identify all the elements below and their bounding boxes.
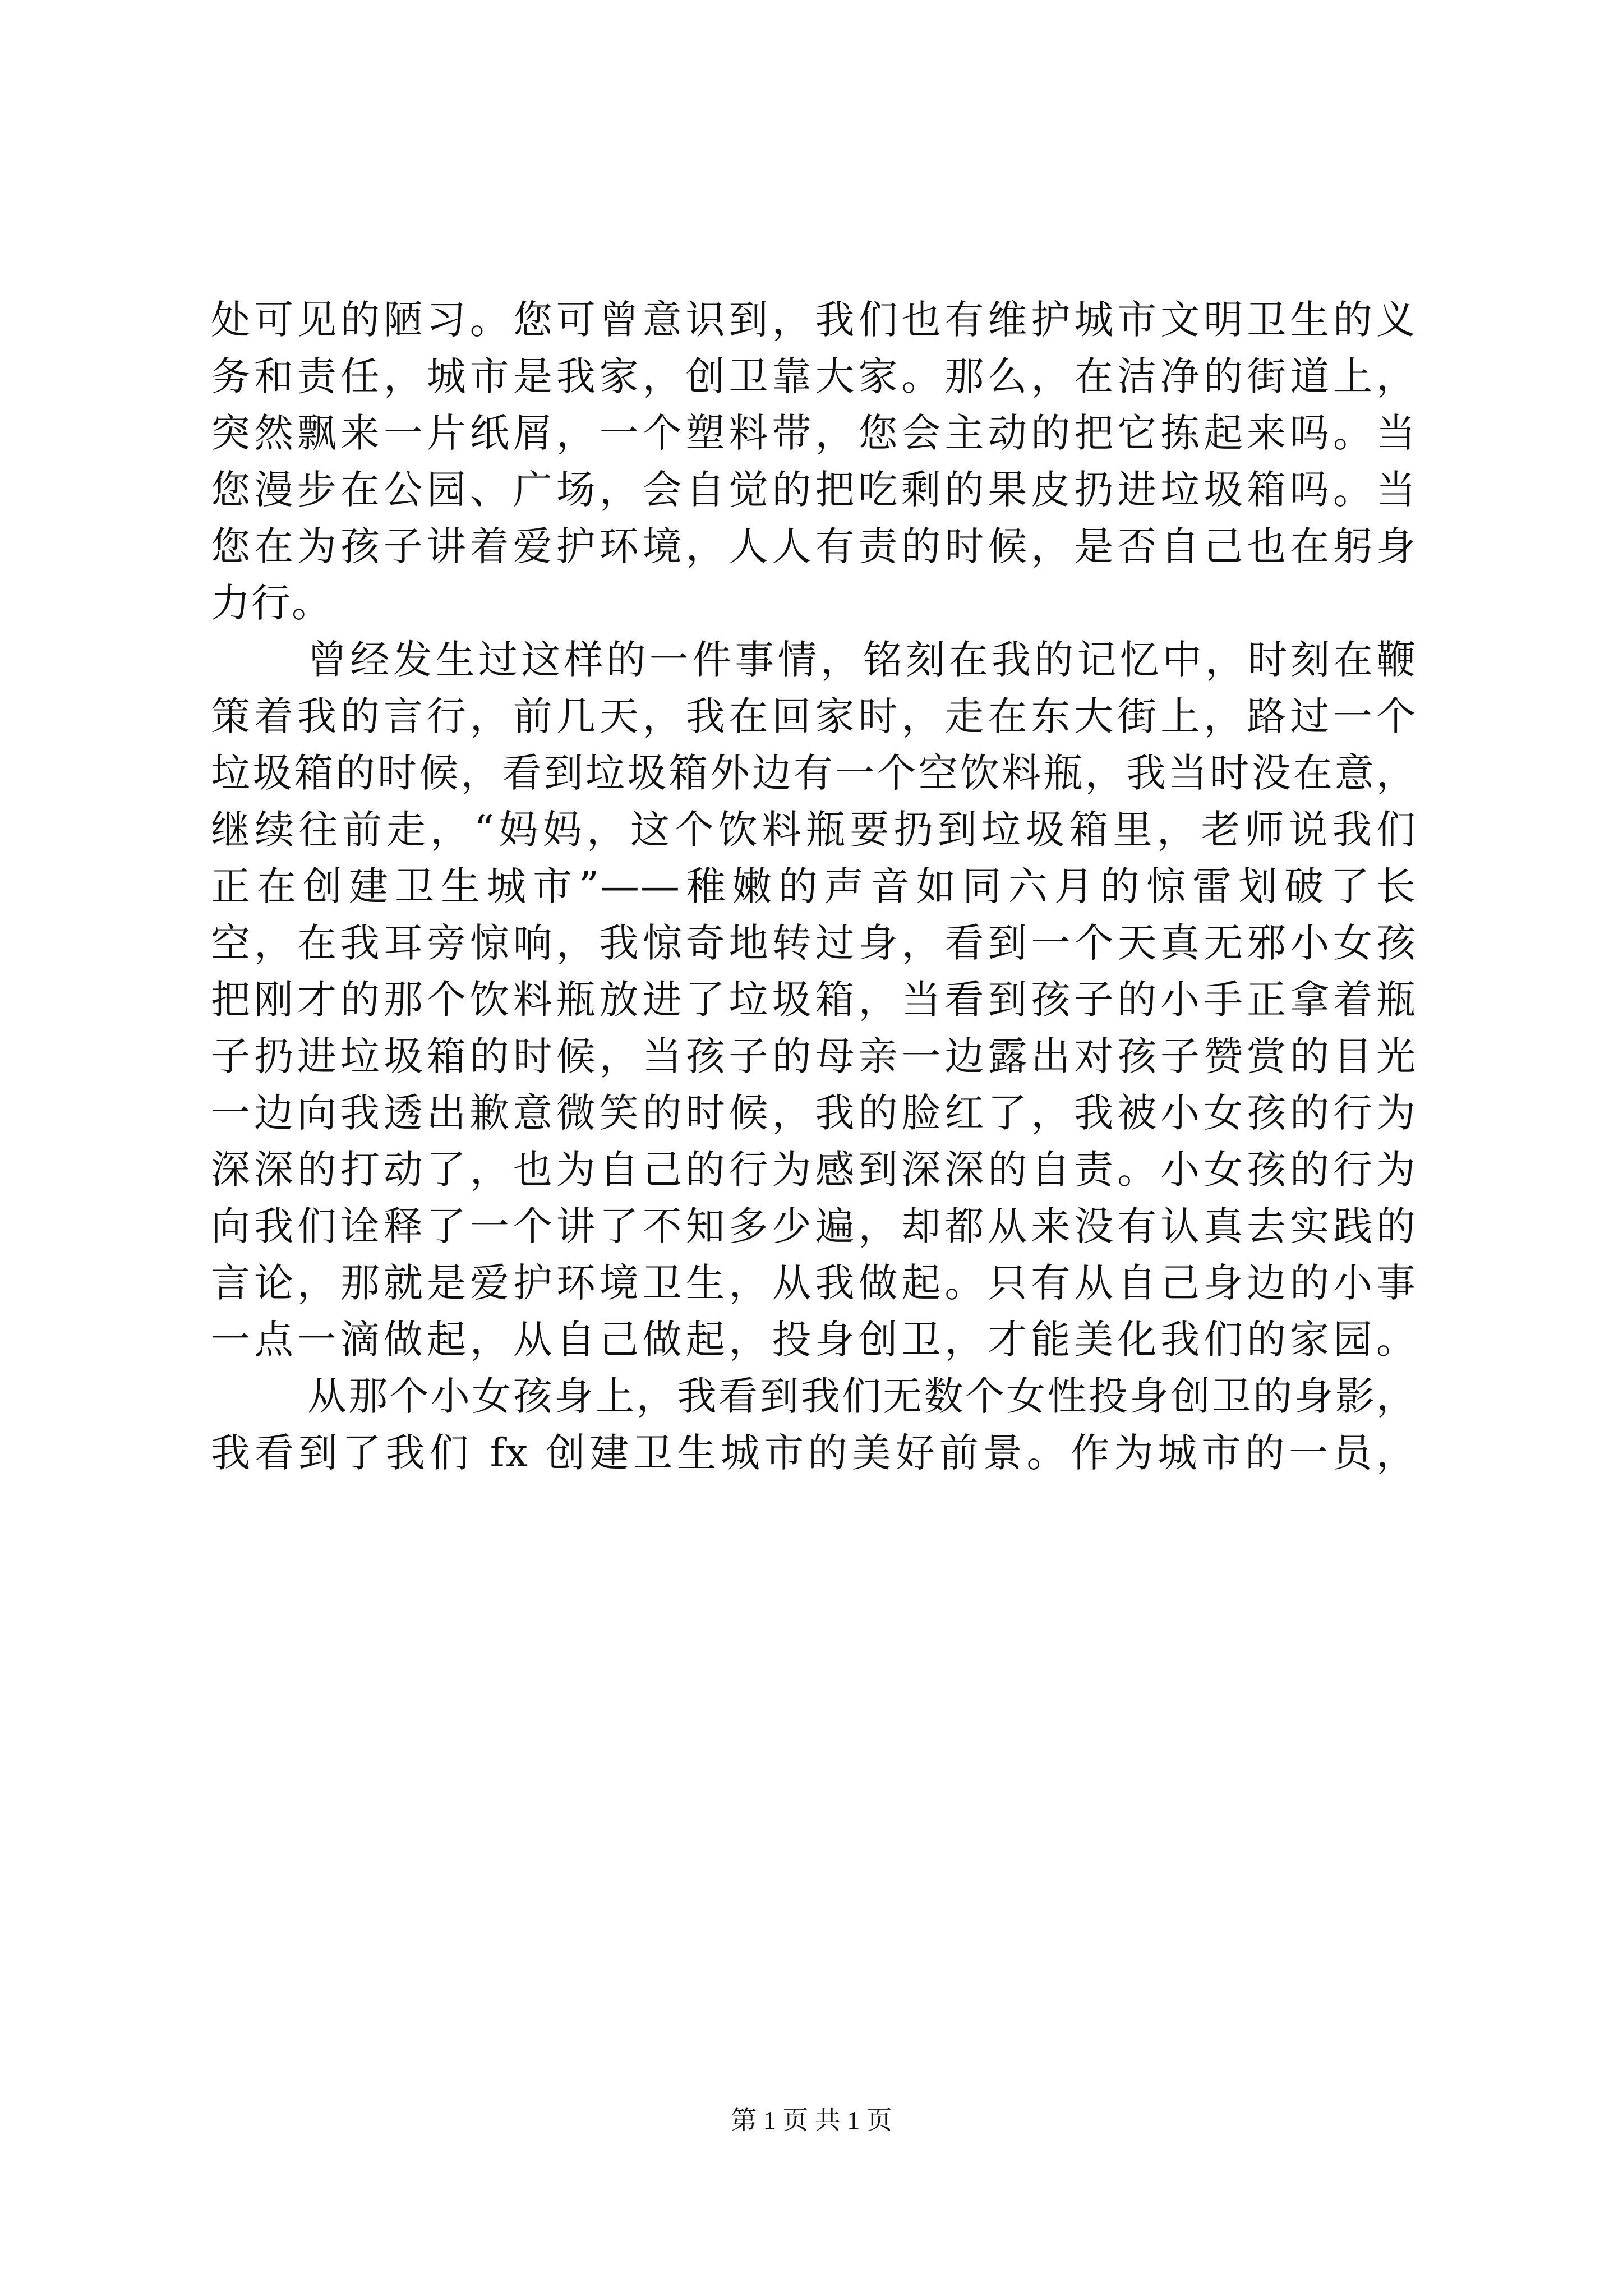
text-line: 您在为孩子讲着爱护环境，人人有责的时候，是否自己也在躬身 <box>211 523 1417 569</box>
text-line: 把刚才的那个饮料瓶放进了垃圾箱，当看到孩子的小手正拿着瓶 <box>211 977 1417 1023</box>
text-line: 曾经发生过这样的一件事情，铭刻在我的记忆中，时刻在鞭 <box>307 637 1417 683</box>
text-line: 一边向我透出歉意微笑的时候，我的脸红了，我被小女孩的行为 <box>211 1090 1417 1136</box>
text-line: 空，在我耳旁惊响，我惊奇地转过身，看到一个天真无邪小女孩 <box>211 920 1417 966</box>
page-footer: 第 1 页 共 1 页 <box>731 2106 892 2134</box>
text-line: 深深的打动了，也为自己的行为感到深深的自责。小女孩的行为 <box>211 1147 1417 1193</box>
text-line: 我看到了我们 fx 创建卫生城市的美好前景。作为城市的一员， <box>211 1430 1417 1476</box>
text-line: 一点一滴做起，从自己做起，投身创卫，才能美化我们的家园。 <box>211 1317 1417 1363</box>
text-line: 从那个小女孩身上，我看到我们无数个女性投身创卫的身影， <box>307 1373 1417 1419</box>
text-line: 您漫步在公园、广场，会自觉的把吃剩的果皮扔进垃圾箱吗。当 <box>211 467 1417 513</box>
text-line: 言论，那就是爱护环境卫生，从我做起。只有从自己身边的小事 <box>211 1260 1417 1306</box>
text-line: 继续往前走，“妈妈，这个饮料瓶要扔到垃圾箱里，老师说我们 <box>211 807 1417 853</box>
text-line: 策着我的言行，前几天，我在回家时，走在东大街上，路过一个 <box>211 693 1417 739</box>
body-text <box>211 292 1417 1481</box>
text-line: 处可见的陋习。您可曾意识到，我们也有维护城市文明卫生的义 <box>211 297 1417 343</box>
text-line: 务和责任，城市是我家，创卫靠大家。那么，在洁净的街道上， <box>211 353 1417 399</box>
text-line: 力行。 <box>211 580 332 626</box>
text-line: 向我们诠释了一个讲了不知多少遍，却都从来没有认真去实践的 <box>211 1203 1417 1249</box>
text-line: 突然飘来一片纸屑，一个塑料带，您会主动的把它拣起来吗。当 <box>211 410 1417 456</box>
text-line: 子扔进垃圾箱的时候，当孩子的母亲一边露出对孩子赞赏的目光 <box>211 1033 1417 1079</box>
text-line: 垃圾箱的时候，看到垃圾箱外边有一个空饮料瓶，我当时没在意， <box>211 750 1417 796</box>
text-line: 正在创建卫生城市”——稚嫩的声音如同六月的惊雷划破了长 <box>211 863 1417 909</box>
